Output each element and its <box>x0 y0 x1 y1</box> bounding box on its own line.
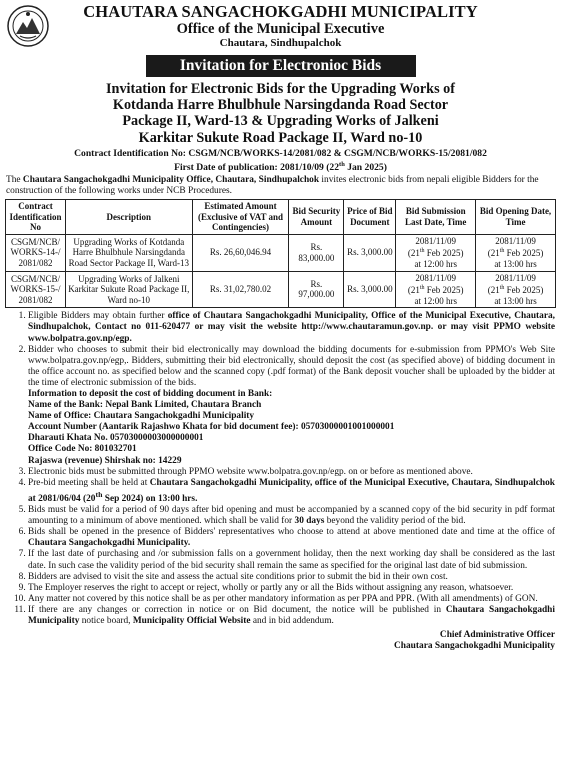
list-item <box>28 572 555 583</box>
list-item <box>28 345 555 467</box>
office-code: Office Code No: 801032701 <box>28 444 137 455</box>
note-text: notice board, <box>79 615 133 626</box>
bids-table <box>5 199 556 308</box>
note-bold: 30 days <box>294 516 325 527</box>
note-text: If there are any changes or correction in notice or on Bid document, the notice will be published in <box>28 604 446 615</box>
deposit-heading: Information to deposit the cost of bidding document in Bank: <box>28 389 273 399</box>
cell-opening <box>476 234 556 271</box>
cell-contract-id: CSGM/NCB/ WORKS-15-/ 2081/082 <box>6 271 66 308</box>
title-line-2: Kotdanda Harre Bhulbhule Narsingdanda Road Sector <box>112 97 449 114</box>
intro-pre: The <box>6 175 23 185</box>
note-bold: Chautara Sangachokgadhi Municipality <box>28 604 555 626</box>
office-location: Chautara, Sindhupalchok <box>219 37 342 49</box>
list-item <box>28 467 555 478</box>
list-item <box>28 583 555 594</box>
note-text: Pre-bid meeting shall be held at <box>28 477 150 488</box>
revenue-shirshak: Rajaswa (revenue) Shirshak no: 14229 <box>28 455 182 466</box>
sub-eq-sup: th <box>419 285 425 292</box>
col-header: Bid Opening Date, Time <box>476 200 556 235</box>
title-banner: Invitation for Electronioc Bids <box>146 55 416 77</box>
cell-description: Upgrading Works of Kotdanda Harre Bhulbhule Narsingdanda Road Sector Package II, Ward-13 <box>65 234 192 271</box>
note-bold: office of Chautara Sangachokgadhi Municipality, Office of the Municipal Executive, Chautara, Sindhupalchok, Contact no 011-620477 or may visit the website http://www.chautaramun.gov.np. or may visit PPMO website www.bolpatra.gov.np/egp. <box>28 311 555 344</box>
title-line-3: Package II, Ward-13 & Upgrading Works of Jalkeni <box>122 113 439 130</box>
col-header: Bid Submission Last Date, Time <box>396 200 476 235</box>
note-bold: Chautara Sangachokgadhi Municipality. <box>28 538 191 549</box>
open-time: at 13:00 hrs <box>494 295 537 306</box>
notice-title <box>0 81 561 146</box>
cell-security: Rs. 83,000.00 <box>289 234 344 271</box>
cell-price: Rs. 3,000.00 <box>344 234 396 271</box>
signature-block <box>0 630 561 652</box>
open-date: 2081/11/09 <box>495 272 536 283</box>
note-text: Bidder who chooses to submit their bid electronically may download the bidding documents for e-submission from PPMO's Web Site www.bolpatra.gov.np/egp,. Bidders, submitting their bid electronically, should deposit the cost (as specified above) of bidding document in the office account no. as specified below and the scanned copy (.pdf format) of the Bank deposit voucher shall be uploaded by the bidder at the time of electronic submission of the bids. <box>28 344 555 388</box>
cell-amount: Rs. 26,60,046.94 <box>192 234 289 271</box>
col-header: Price of Bid Document <box>344 200 396 235</box>
intro-bold: Chautara Sangachokgadhi Municipality Office, Chautara, Sindhupalchok <box>22 175 320 185</box>
office-name: Office of the Municipal Executive <box>176 21 385 37</box>
cell-submission <box>396 234 476 271</box>
list-item <box>28 478 555 505</box>
account-number: Account Number (Aantarik Rajashwo Khata for bid document fee): 05703000001001000001 <box>28 422 395 433</box>
title-line-4: Karkitar Sukute Road Package II, Ward no-10 <box>138 129 423 146</box>
cell-price: Rs. 3,000.00 <box>344 271 396 308</box>
title-line-1: Invitation for Electronic Bids for the Upgrading Works of <box>106 81 455 97</box>
note-text: and in bid addendum. <box>250 615 334 626</box>
list-item <box>28 594 555 605</box>
open-eq-sup: th <box>499 248 505 255</box>
note-text: If the last date of purchasing and /or submission falls on a government holiday, then the next working day shall be considered as the last date. In such case the validity period of the bid security shall remain the same as specified for the original last date of bid submission. <box>28 549 555 571</box>
open-eq-post: Feb 2025) <box>504 248 544 259</box>
sub-date: 2081/11/09 <box>415 235 457 246</box>
sub-eq-post: Feb 2025) <box>424 285 464 296</box>
org-name: CHAUTARA SANGACHOKGADHI MUNICIPALITY <box>83 2 478 21</box>
table-row <box>6 271 556 308</box>
signatory-org: Chautara Sangachokgadhi Municipality <box>394 641 555 652</box>
deposit-info <box>28 389 555 467</box>
note-text: Bidders are advised to visit the site and assess the actual site conditions prior to submit the bid in their own cost. <box>28 571 448 582</box>
publication-date <box>0 159 561 173</box>
note-bold: Municipality Official Website <box>132 615 251 626</box>
header <box>0 0 561 52</box>
note-bold: Sep 2024) on 13:00 hrs. <box>102 493 198 504</box>
open-eq-pre: (21 <box>487 248 500 259</box>
sub-time: at 12:00 hrs <box>414 258 457 269</box>
cell-description: Upgrading Works of Jalkeni Karkitar Sukute Road Package II, Ward no-10 <box>65 271 192 308</box>
table-row <box>6 234 556 271</box>
cell-submission <box>396 271 476 308</box>
list-item <box>28 505 555 527</box>
note-text: Bids shall be opened in the presence of Bidders' representatives who choose to attend at above mentioned date and time at the office of <box>28 527 555 538</box>
open-eq-pre: (21 <box>487 285 500 296</box>
open-date: 2081/11/09 <box>495 235 536 246</box>
pub-sup: th <box>339 160 345 168</box>
signatory-title: Chief Administrative Officer <box>439 630 555 641</box>
sub-eq <box>398 246 473 259</box>
list-item <box>28 549 555 571</box>
bank-name: Name of the Bank: Nepal Bank Limited, Chautara Branch <box>28 400 262 411</box>
open-eq-sup: th <box>499 285 505 292</box>
note-text: Electronic bids must be submitted through PPMO website www.bolpatra.gov.np/egp. on or before as mentioned above. <box>28 466 473 477</box>
open-time: at 13:00 hrs <box>494 258 537 269</box>
office-name-line: Name of Office: Chautara Sangachokgadhi Municipality <box>28 411 255 422</box>
pub-suffix: Jan 2025) <box>344 162 387 173</box>
col-header: Description <box>65 200 192 235</box>
col-header: Bid Security Amount <box>289 200 344 235</box>
note-text: Any matter not covered by this notice shall be as per other mandatory information as per PPA and PPR. (With all amendments) of GON. <box>28 593 538 604</box>
open-eq <box>478 283 553 296</box>
sub-time: at 12:00 hrs <box>414 295 457 306</box>
sub-eq-sup: th <box>419 248 425 255</box>
cell-security: Rs. 97,000.00 <box>289 271 344 308</box>
dharauti-khata: Dharauti Khata No. 05703000003000000001 <box>28 433 204 444</box>
col-header: Contract Identification No <box>6 200 66 235</box>
contract-identification: Contract Identification No: CSGM/NCB/WORKS-14/2081/082 & CSGM/NCB/WORKS-15/2081/082 <box>74 147 487 159</box>
note-text: The Employer reserves the right to accept or reject, wholly or partly any or all the Bids without assigning any reason, whatsoever. <box>28 582 514 593</box>
notes-list <box>6 311 555 627</box>
open-eq-post: Feb 2025) <box>504 285 544 296</box>
list-item <box>28 527 555 549</box>
note-sup: th <box>95 489 103 499</box>
note-text: beyond the validity period of the bid. <box>324 516 466 527</box>
intro-paragraph <box>0 173 561 197</box>
note-text: Eligible Bidders may obtain further <box>28 311 168 322</box>
open-eq <box>478 246 553 259</box>
sub-eq-post: Feb 2025) <box>424 248 464 259</box>
sub-date: 2081/11/09 <box>415 272 457 283</box>
list-item <box>28 311 555 344</box>
sub-eq <box>398 283 473 296</box>
pub-prefix: First Date of publication: 2081/10/09 (22 <box>174 162 340 173</box>
sub-eq-pre: (21 <box>407 248 420 259</box>
intro-post: invites electronic bids from nepali eligible Bidders for the construction of the following works under NCB Procedures. <box>6 175 539 196</box>
sub-eq-pre: (21 <box>407 285 420 296</box>
cell-contract-id: CSGM/NCB/ WORKS-14-/ 2081/082 <box>6 234 66 271</box>
col-header: Estimated Amount (Exclusive of VAT and Contingencies) <box>192 200 289 235</box>
list-item <box>28 605 555 627</box>
cell-opening <box>476 271 556 308</box>
cell-amount: Rs. 31,02,780.02 <box>192 271 289 308</box>
note-text: Bids must be valid for a period of 90 days after bid opening and must be accompanied by a scanned copy of the bid security in pdf format amounting to a minimum of above mentioned. which shall be valid for <box>28 505 555 527</box>
table-header-row <box>6 200 556 235</box>
note-bold: Chautara Sangachokgadhi Municipality, office of the Municipal Executive, Chautara, Sindhupalchok at 2081/06/04 (20 <box>28 477 555 504</box>
municipality-logo-icon <box>6 4 50 48</box>
